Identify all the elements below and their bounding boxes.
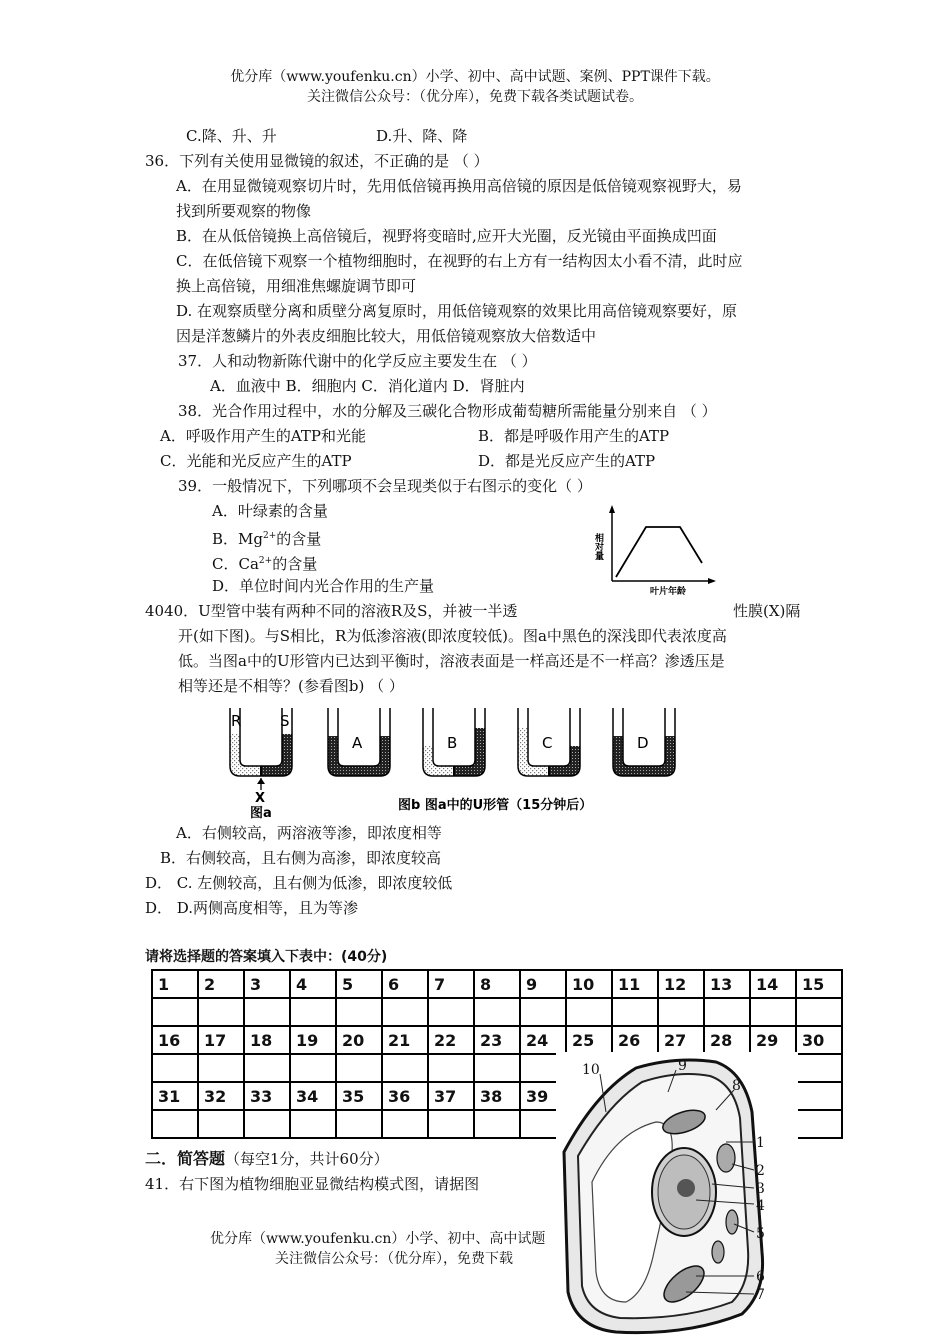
q36-option-a: A．在用显微镜观察切片时，先用低倍镜再换用高倍镜的原因是低倍镜观察视野大，易 [176,177,742,195]
answer-number: 27 [658,1026,704,1054]
label-s: S [280,712,290,730]
answer-header-row-1 [152,970,842,998]
tube-label-a: A [352,734,363,752]
answer-number: 29 [750,1026,796,1054]
q39-option-c: C．$Ca^{2+}$的含量 [212,555,318,573]
answer-number: 14 [750,970,796,998]
q35-option-c: C.降、升、升 [186,127,277,145]
q39-option-b: B．$Mg^{2+}$的含量 [212,530,322,548]
figure-a-label: 图a [250,806,272,821]
answer-number: 33 [244,1082,290,1110]
q40-option-b: B．右侧较高，且右侧为高渗，即浓度较高 [160,849,442,867]
answer-number: 6 [382,970,428,998]
q39-graph [588,505,718,595]
q35-option-d: D.升、降、降 [376,127,468,145]
q37-options: A．血液中 B．细胞内 C．消化道内 D．肾脏内 [210,377,525,395]
answer-number: 2 [198,970,244,998]
answer-table-title: 请将选择题的答案填入下表中：(40分) [145,949,388,965]
answer-blank-row-1 [152,998,842,1026]
q40-option-d: D． D.两侧高度相等，且为等渗 [145,899,359,917]
answer-number: 1 [152,970,198,998]
q36-option-c-cont: 换上高倍镜，用细准焦螺旋调节即可 [176,277,417,295]
answer-number: 8 [474,970,520,998]
tube-label-b: B [447,734,458,752]
answer-number: 30 [796,1026,842,1054]
answer-number: 10 [566,970,612,998]
q40-option-a: A．右侧较高，两溶液等渗，即浓度相等 [176,824,442,842]
answer-number: 20 [336,1026,382,1054]
answer-number: 3 [244,970,290,998]
answer-number: 35 [336,1082,382,1110]
header-line-1: 优分库（www.youfenku.cn）小学、初中、高中试题、案例、PPT课件下载。 [230,69,720,85]
cell-label: 4 [756,1198,765,1214]
q36-stem: 36．下列有关使用显微镜的叙述，不正确的是 （ ） [145,152,489,170]
q39-option-a: A．叶绿素的含量 [212,502,328,520]
u-tube-option-d [613,708,675,776]
q36-option-b: B．在从低倍镜换上高倍镜后，视野将变暗时,应开大光圈，反光镜由平面换成凹面 [176,227,717,245]
answer-number: 18 [244,1026,290,1054]
q36-option-d: D. 在观察质壁分离和质壁分离复原时，用低倍镜观察的效果比用高倍镜观察要好，原 [176,302,738,320]
answer-header-row-2 [152,1026,842,1054]
answer-number: 19 [290,1026,336,1054]
answer-number: 12 [658,970,704,998]
q40-stem-3: 低。当图a中的U形管内已达到平衡时，溶液表面是一样高还是不一样高？渗透压是 [178,652,725,670]
header-line-2: 关注微信公众号：（优分库），免费下载各类试题试卷。 [307,89,643,105]
q38-option-b: B．都是呼吸作用产生的ATP [478,427,670,445]
section-2-heading: 二．简答题（每空1分，共计60分） [145,1149,389,1168]
q38-option-a: A．呼吸作用产生的ATP和光能 [160,427,366,445]
answer-number: 5 [336,970,382,998]
u-tube-option-a [328,708,390,776]
answer-number: 38 [474,1082,520,1110]
answer-number: 36 [382,1082,428,1110]
u-tube-option-b [423,708,485,776]
q40-stem-1b: 性膜(X)隔 [733,602,801,620]
answer-number: 16 [152,1026,198,1054]
answer-number: 25 [566,1026,612,1054]
answer-number: 11 [612,970,658,998]
answer-number: 32 [198,1082,244,1110]
answer-number: 23 [474,1026,520,1054]
q38-option-d: D．都是光反应产生的ATP [478,452,656,470]
cell-label: 3 [756,1181,765,1197]
q36-option-d-cont: 因是洋葱鳞片的外表皮细胞比较大，用低倍镜观察放大倍数适中 [176,327,597,345]
footer-line-2: 关注微信公众号：（优分库），免费下载 [275,1251,513,1267]
tube-label-d: D [637,734,649,752]
figure-b-caption: 图b 图a中的U形管（15分钟后） [398,798,593,813]
cell-label: 10 [582,1062,600,1078]
q37-stem: 37．人和动物新陈代谢中的化学反应主要发生在 （ ） [178,352,537,370]
cell-label: 5 [756,1226,765,1242]
q38-stem: 38．光合作用过程中，水的分解及三碳化合物形成葡萄糖所需能量分别来自 （ ） [178,402,717,420]
u-tube-figure [220,706,649,822]
tube-label-c: C [542,734,553,752]
answer-number: 7 [428,970,474,998]
q40-stem-1a: 4040．U型管中装有两种不同的溶液R及S，并被一半透 [145,602,518,620]
answer-number: 39 [520,1082,566,1110]
q40-stem-4: 相等还是不相等？(参看图b) （ ） [178,677,404,695]
cell-label: 9 [678,1058,687,1074]
graph-xlabel: 叶片年龄 [650,587,687,597]
answer-number: 26 [612,1026,658,1054]
cell-label: 2 [756,1163,765,1179]
answer-number: 28 [704,1026,750,1054]
q41-stem: 41．右下图为植物细胞亚显微结构模式图，请据图 [145,1175,480,1193]
answer-number: 13 [704,970,750,998]
q40-stem-2: 开(如下图)。与S相比，R为低渗溶液(即浓度较低)。图a中黑色的深浅即代表浓度高 [178,627,727,645]
u-tube-option-c [518,708,580,776]
answer-number: 37 [428,1082,474,1110]
cell-label: 7 [756,1287,765,1303]
answer-number: 24 [520,1026,566,1054]
plant-cell-diagram [556,1052,798,1344]
label-x: X [255,791,266,806]
answer-number: 31 [152,1082,198,1110]
footer-line-1: 优分库（www.youfenku.cn）小学、初中、高中试题 [210,1231,546,1247]
q39-option-d: D．单位时间内光合作用的生产量 [212,577,435,595]
answer-number: 15 [796,970,842,998]
answer-number: 17 [198,1026,244,1054]
label-r: R [231,712,242,730]
cell-label: 6 [756,1269,765,1285]
cell-label: 1 [756,1135,765,1151]
answer-number: 22 [428,1026,474,1054]
answer-number: 21 [382,1026,428,1054]
q36-option-c: C．在低倍镜下观察一个植物细胞时，在视野的右上方有一结构因太小看不清，此时应 [176,252,743,270]
graph-ylabel: 相对量 [593,533,603,560]
answer-number: 9 [520,970,566,998]
u-tube-a [230,708,292,821]
q38-option-c: C．光能和光反应产生的ATP [160,452,352,470]
answer-number: 4 [290,970,336,998]
answer-number: 34 [290,1082,336,1110]
cell-label: 8 [732,1078,741,1094]
q36-option-a-cont: 找到所要观察的物像 [176,202,312,220]
q40-option-c: D． C. 左侧较高，且右侧为低渗，即浓度较低 [145,874,453,892]
q39-stem: 39．一般情况下，下列哪项不会呈现类似于右图示的变化（ ） [178,477,592,495]
